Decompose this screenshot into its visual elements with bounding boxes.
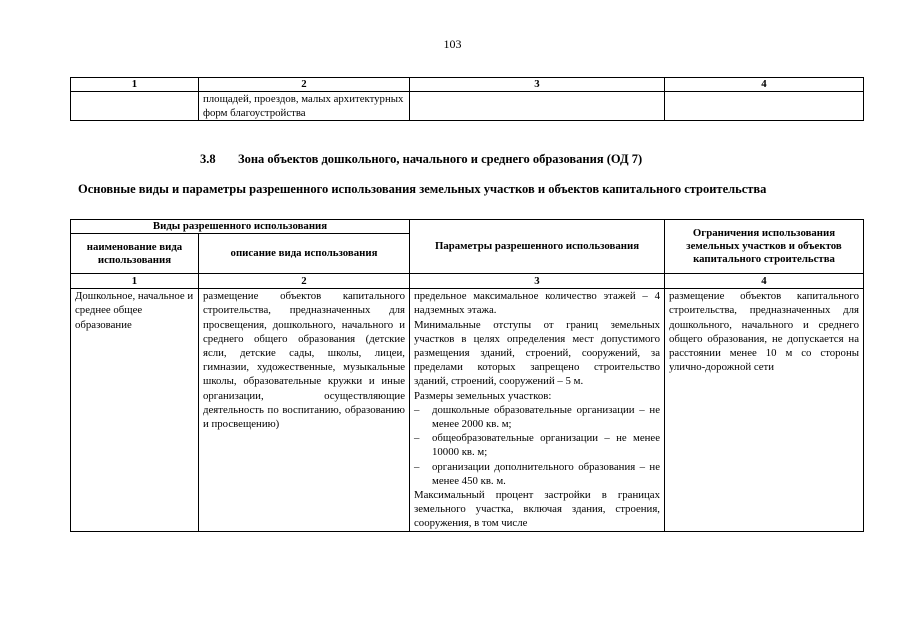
zoning-table	[70, 219, 864, 532]
column-number: 3	[410, 78, 665, 92]
table-cell	[410, 92, 665, 121]
table-cell	[665, 92, 864, 121]
restrictions-header: Ограничения использования земельных участков и объектов капитального строительства	[665, 220, 864, 274]
list-item: – общеобразовательные организации – не менее 10000 кв. м;	[414, 432, 660, 459]
column-number: 2	[199, 274, 410, 289]
parameter-floors: предельное максимальное количество этажей – 4 надземных этажа.	[414, 290, 660, 317]
table-row	[71, 289, 864, 531]
dash-marker: –	[414, 460, 420, 473]
table-cell: площадей, проездов, малых архитектурных форм благоустройства	[199, 92, 410, 121]
column-number-row	[71, 274, 864, 289]
group-header: Виды разрешенного использования	[71, 220, 410, 234]
header-row	[71, 220, 864, 234]
column-number: 4	[665, 274, 864, 289]
column-number: 2	[199, 78, 410, 92]
list-item: – дошкольные образовательные организации – не менее 2000 кв. м;	[414, 403, 660, 431]
table-cell	[71, 92, 199, 121]
column-number: 4	[665, 78, 864, 92]
use-type-description: размещение объектов капитального строительства, предназначенных для просвещения, дошкольного, начального и среднего общего образования (детские ясли, детские сады, школы, лицеи, гимназии, художественные, музыкальные школы, образовательные кружки и иные организации, осуществляющие деятельность по воспитанию, образованию и просвещению)	[199, 289, 410, 531]
name-header: наименование вида использования	[71, 234, 199, 274]
parameter-setbacks: Минимальные отступы от границ земельных участков в целях определения мест допустимого размещения зданий, строений, сооружений, за пределами которых запрещено строительство зданий, строений, сооружений – 5 м.	[414, 318, 660, 388]
column-number: 1	[71, 78, 199, 92]
parameter-coverage: Максимальный процент застройки в границах земельного участка, включая здания, строения, сооружения, в том числе	[414, 489, 660, 530]
table-caption: Основные виды и параметры разрешенного использования земельных участков и объектов капитального строительства	[78, 182, 767, 196]
section-title: Зона объектов дошкольного, начального и среднего образования (ОД 7)	[238, 152, 643, 166]
use-restrictions: размещение объектов капитального строительства, предназначенных для дошкольного, начального и среднего общего образования, не допускается на расстоянии менее 10 м со стороны улично-дорожной сети	[665, 289, 864, 531]
dash-marker: –	[414, 432, 420, 445]
page-number: 103	[443, 37, 462, 51]
column-number: 1	[71, 274, 199, 289]
table-row	[71, 92, 864, 121]
section-heading	[200, 152, 642, 167]
parameter-plot-sizes: Размеры земельных участков:	[414, 389, 552, 402]
column-number-row	[71, 78, 864, 92]
use-parameters	[410, 289, 665, 531]
description-header: описание вида использования	[199, 234, 410, 274]
column-number: 3	[410, 274, 665, 289]
use-type-name: Дошкольное, начальное и среднее общее образование	[71, 289, 199, 531]
section-number: 3.8	[200, 152, 216, 166]
dash-marker: –	[414, 403, 420, 416]
list-item: – организации дополнительного образования – не менее 450 кв. м.	[414, 460, 660, 487]
parameters-header: Параметры разрешенного использования	[410, 220, 665, 274]
continuation-table	[70, 77, 864, 121]
plot-size-list	[414, 403, 660, 488]
